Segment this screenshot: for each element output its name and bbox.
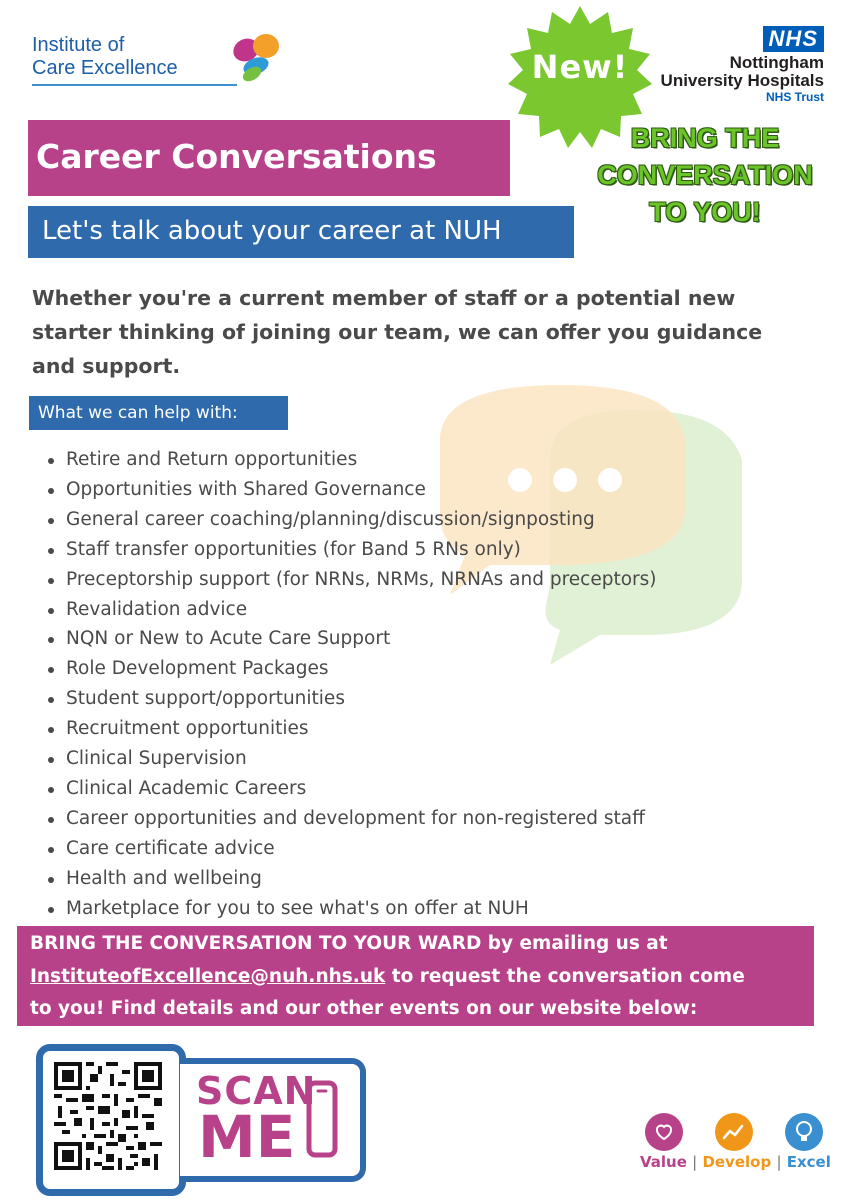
me-label: ME [198,1103,296,1171]
develop-label: Develop [702,1153,772,1171]
value-label: Value [640,1153,687,1171]
intro-paragraph: Whether you're a current member of staff or a potential new starter thinking of joining our team, we can offer you guidance and support. [32,286,763,378]
list-item: Role Development Packages [44,654,657,684]
excel-label: Excel [786,1153,831,1171]
nhs-trust-label: NHS Trust [765,90,824,104]
qr-code[interactable] [54,1062,162,1170]
list-item: Clinical Academic Careers [44,774,657,804]
scan-label: SCAN [196,1069,317,1113]
list-item: Care certificate advice [44,834,657,864]
list-item: Student support/opportunities [44,684,657,714]
excel-icon [785,1113,823,1151]
ward-message: BRING THE CONVERSATION TO YOUR WARD by emailing us at InstituteofExcellence@nuh.nhs.uk to request the conversation come to you! Find details and our other events on our website below: [30,933,745,1019]
heart-petals-icon [224,30,286,86]
help-heading: What we can help with: [38,403,238,423]
list-item: Clinical Supervision [44,744,657,774]
nhs-org-name: Nottingham University Hospitals [660,53,824,90]
list-item: General career coaching/planning/discussion/signposting [44,505,657,535]
list-item: Recruitment opportunities [44,714,657,744]
ice-logo-underline [32,84,237,86]
bring-conversation-callout: BRING THE CONVERSATION TO YOU! [597,123,813,227]
value-icon [645,1113,683,1151]
values-icons [640,1110,840,1156]
develop-icon [715,1113,753,1151]
email-link[interactable]: InstituteofExcellence@nuh.nhs.uk [30,965,386,987]
help-list [44,445,657,924]
list-item: Revalidation advice [44,595,657,625]
list-item: Preceptorship support (for NRNs, NRMs, NRNAs and preceptors) [44,565,657,595]
list-item: Health and wellbeing [44,864,657,894]
page-title: Career Conversations [36,137,437,176]
ice-logo-text: Institute of Care Excellence [32,34,178,79]
list-item: Career opportunities and development for non-registered staff [44,804,657,834]
list-item: Retire and Return opportunities [44,445,657,475]
nhs-logo [634,26,824,104]
new-badge-label: New! [531,48,629,86]
ice-logo [32,34,282,94]
page-subtitle: Let's talk about your career at NUH [42,216,502,246]
nhs-badge: NHS [763,26,824,52]
list-item: Opportunities with Shared Governance [44,475,657,505]
list-item: Staff transfer opportunities (for Band 5 RNs only) [44,535,657,565]
list-item: Marketplace for you to see what's on offer at NUH [44,894,657,924]
values-tagline: Value | Develop | Excel [640,1153,831,1171]
list-item: NQN or New to Acute Care Support [44,624,657,654]
phone-icon [306,1080,338,1158]
